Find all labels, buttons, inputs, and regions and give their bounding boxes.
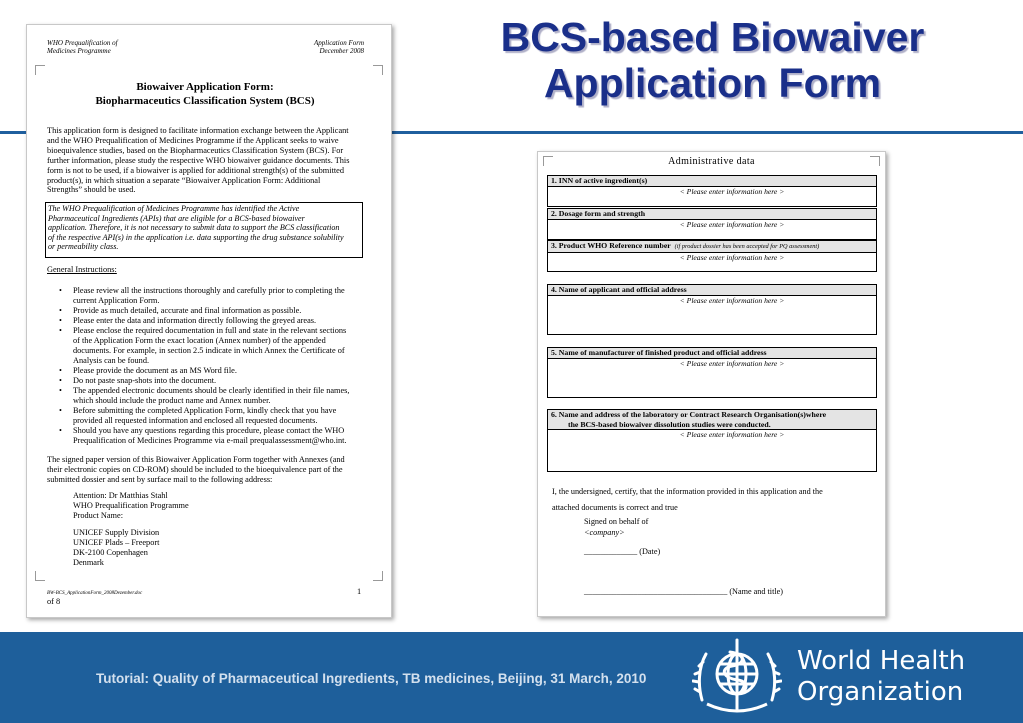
bullet-dot: • bbox=[59, 386, 62, 395]
company-placeholder[interactable]: <company> bbox=[584, 528, 625, 537]
doc-header-left: WHO Prequalification of Medicines Programme bbox=[47, 39, 118, 55]
instruction-item: Before submitting the completed Application Form, kindly check that you have provided all requested information and enclosed all requested documents. bbox=[73, 406, 337, 425]
instruction-item: Do not paste snap-shots into the document. bbox=[73, 376, 217, 385]
address-block-2: UNICEF Supply Division UNICEF Plads – Freeport DK-2100 Copenhagen Denmark bbox=[73, 528, 160, 567]
section-label: 3. Product WHO Reference number (if product dossier has been accepted for PQ assessment) bbox=[548, 241, 876, 253]
crop-mark bbox=[373, 571, 383, 581]
instruction-item: Please enclose the required documentation in full and state in the relevant sections of the Application Form the exact location (Annex number) of the appended documents. For example, in section 2.5 indicate in which Annex the Certificate of Analysis can be found. bbox=[73, 326, 347, 365]
entry-hint[interactable]: < Please enter information here > bbox=[679, 430, 785, 439]
entry-hint[interactable]: < Please enter information here > bbox=[679, 252, 785, 262]
doc-header-right: Application Form December 2008 bbox=[314, 39, 364, 55]
date-line[interactable]: _____________ (Date) bbox=[584, 547, 661, 556]
crop-mark bbox=[373, 65, 383, 75]
entry-hint[interactable]: < Please enter information here > bbox=[679, 295, 785, 305]
address-block-1: Attention: Dr Matthias Stahl WHO Prequalification Programme Product Name: bbox=[73, 491, 189, 520]
entry-hint[interactable]: < Please enter information here > bbox=[679, 358, 785, 368]
crop-mark bbox=[35, 571, 45, 581]
intro-paragraph: This application form is designed to facilitate information exchange between the Applicant and the WHO Prequalification of Medicines Programme if the Applicant seeks to waive bioequivalence studies, based on the Biopharmaceutics Classification System (BCS). For further information, please study the respective WHO biowaiver guidance documents. This form is not to be used, if a biowaiver is applied for additional strength(s) of the submitted product(s), in which situation a separate “Biowaiver Application Form: Additional Strengths” should be used. bbox=[47, 126, 350, 195]
section-applicant bbox=[547, 284, 877, 335]
instruction-item: The appended electronic documents should be clearly identified in their file names, which should include the product name and Annex number. bbox=[73, 386, 350, 405]
section-label: 1. INN of active ingredient(s) bbox=[548, 176, 876, 187]
entry-hint[interactable]: < Please enter information here > bbox=[679, 219, 785, 229]
section-label: 6. Name and address of the laboratory or Contract Research Organisation(s)where the BCS-based biowaiver dissolution studies were conducted. bbox=[548, 410, 876, 430]
instruction-item: Should you have any questions regarding this procedure, please contact the WHO Prequalification of Medicines Programme via e-mail prequalassessment@who.int. bbox=[73, 426, 347, 445]
section-label: 5. Name of manufacturer of finished product and official address bbox=[548, 348, 876, 359]
bullet-dot: • bbox=[59, 306, 62, 315]
certification-line-2: attached documents is correct and true bbox=[552, 503, 678, 512]
general-instructions-heading: General Instructions: bbox=[47, 265, 117, 274]
section-inn bbox=[547, 175, 877, 207]
section-label: 4. Name of applicant and official address bbox=[548, 285, 876, 296]
instruction-item: Please review all the instructions thoroughly and carefully prior to completing the current Application Form. bbox=[73, 286, 345, 305]
instruction-item: Please enter the data and information directly following the greyed areas. bbox=[73, 316, 317, 325]
certification-line-1: I, the undersigned, certify, that the information provided in this application and the bbox=[552, 487, 823, 496]
bullet-dot: • bbox=[59, 326, 62, 335]
footer-caption: Tutorial: Quality of Pharmaceutical Ingredients, TB medicines, Beijing, 31 March, 2010 bbox=[96, 671, 647, 686]
name-title-line[interactable]: ___________________________________ (Name and title) bbox=[584, 587, 783, 596]
administrative-data-heading: Administrative data bbox=[668, 156, 755, 167]
section-manufacturer bbox=[547, 347, 877, 398]
who-emblem-icon bbox=[692, 634, 782, 718]
section-laboratory bbox=[547, 409, 877, 472]
section-who-reference bbox=[547, 240, 877, 272]
instruction-item: Provide as much detailed, accurate and final information as possible. bbox=[73, 306, 302, 315]
api-notice-box: The WHO Prequalification of Medicines Programme has identified the Active Pharmaceutical Ingredients (APIs) that are eligible for a BCS-based biowaiver application. Therefore, it is not necessary to submit data to support the BCS classification of the respective API(s) in the application i.e. data supporting the drug substance solubility or permeability class. bbox=[45, 202, 363, 258]
page-number: 1 bbox=[357, 587, 362, 596]
signed-version-paragraph: The signed paper version of this Biowaiver Application Form together with Annexes (and their electronic copies on CD-ROM) should be included to the bioequivalence part of the submitted dossier and sent by surface mail to the following address: bbox=[47, 455, 345, 484]
crop-mark bbox=[35, 65, 45, 75]
bullet-dot: • bbox=[59, 366, 62, 375]
section-label: 2. Dosage form and strength bbox=[548, 209, 876, 220]
doc-filename: BW-BCS_ApplicationForm_2008Dezember.doc bbox=[47, 591, 143, 596]
signed-on-behalf: Signed on behalf of bbox=[584, 517, 649, 526]
page-count: of 8 bbox=[47, 597, 61, 606]
bullet-dot: • bbox=[59, 376, 62, 385]
bullet-dot: • bbox=[59, 316, 62, 325]
entry-hint[interactable]: < Please enter information here > bbox=[679, 186, 785, 196]
instruction-item: Please provide the document as an MS Word file. bbox=[73, 366, 237, 375]
bullet-dot: • bbox=[59, 286, 62, 295]
bullet-dot: • bbox=[59, 426, 62, 435]
slide-title: BCS-based Biowaiver Application Form bbox=[500, 14, 925, 106]
doc-title: Biowaiver Application Form: Biopharmaceutics Classification System (BCS) bbox=[95, 81, 315, 107]
who-wordmark: World Health Organization bbox=[797, 646, 966, 707]
bullet-dot: • bbox=[59, 406, 62, 415]
section-dosage-form bbox=[547, 208, 877, 240]
